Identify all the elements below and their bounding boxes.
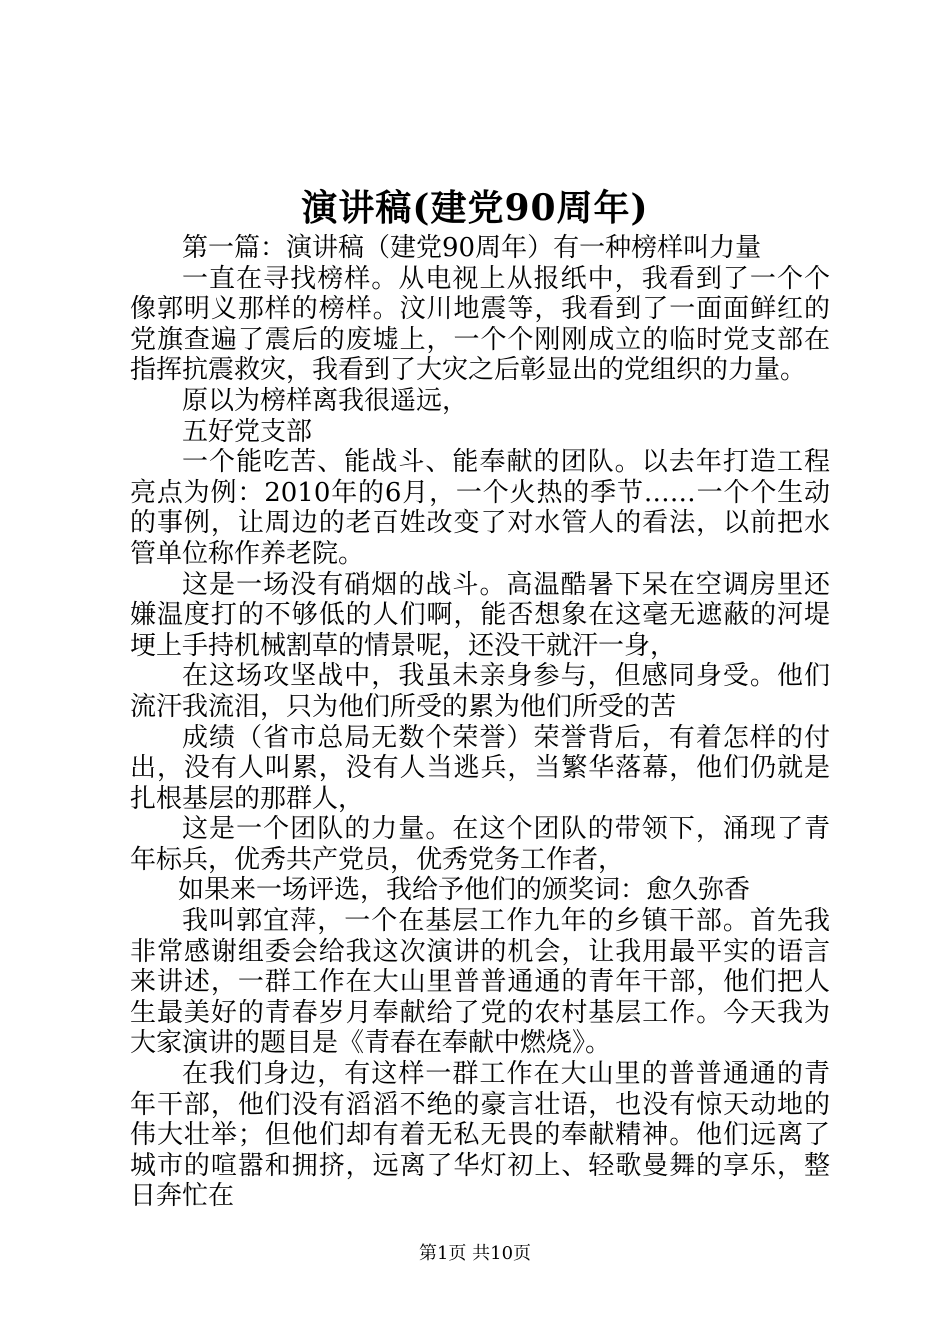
paragraph: 一直在寻找榜样。从电视上从报纸中，我看到了一个个像郭明义那样的榜样。汶川地震等，我看到了一面面鲜红的党旗查遍了震后的废墟上，一个个刚刚成立的临时党支部在指挥抗震救灾，我看到了大灾之后彰显出的党组织的力量。 (130, 263, 830, 386)
paragraph: 这是一场没有硝烟的战斗。高温酷暑下呆在空调房里还嫌温度打的不够低的人们啊，能否想象在这毫无遮蔽的河堤埂上手持机械割草的情景呢，还没干就汗一身， (130, 569, 830, 661)
paragraph: 五好党支部 (182, 416, 313, 447)
paragraph: 我叫郭宜萍，一个在基层工作九年的乡镇干部。首先我非常感谢组委会给我这次演讲的机会，让我用最平实的语言来讲述，一群工作在大山里普普通通的青年干部，他们把人生最美好的青春岁月奉献给了党的农村基层工作。今天我为大家演讲的题目是《青春在奉献中燃烧》。 (130, 906, 830, 1059)
document-body (130, 233, 830, 1212)
paragraph: 原以为榜样离我很遥远， (182, 385, 469, 416)
paragraph: 在我们身边，有这样一群工作在大山里的普普通通的青年干部，他们没有滔滔不绝的豪言壮语，也没有惊天动地的伟大壮举；但他们却有着无私无畏的奉献精神。他们远离了城市的喧嚣和拥挤，远离了华灯初上、轻歌曼舞的享乐，整日奔忙在 (130, 1059, 830, 1212)
paragraph: 在这场攻坚战中，我虽未亲身参与，但感同身受。他们流汗我流泪，只为他们所受的累为他们所受的苦 (130, 661, 830, 722)
paragraph: 成绩（省市总局无数个荣誉）荣誉背后，有着怎样的付出，没有人叫累，没有人当逃兵，当繁华落幕，他们仍就是扎根基层的那群人， (130, 722, 830, 814)
paragraph: 这是一个团队的力量。在这个团队的带领下，涌现了青年标兵，优秀共产党员，优秀党务工作者， (130, 814, 830, 875)
paragraph: 如果来一场评选，我给予他们的颁奖词：愈久弥香 (178, 875, 751, 906)
document-title: 演讲稿(建党90周年) (301, 187, 649, 229)
page-number-footer: 第1页 共10页 (418, 1243, 532, 1264)
paragraph: 一个能吃苦、能战斗、能奉献的团队。以去年打造工程亮点为例：2010年的6月，一个火热的季节……一个个生动的事例，让周边的老百姓改变了对水管人的看法，以前把水管单位称作养老院。 (130, 447, 830, 569)
paragraph-section-heading: 第一篇：演讲稿（建党90周年）有一种榜样叫力量 (182, 233, 762, 263)
